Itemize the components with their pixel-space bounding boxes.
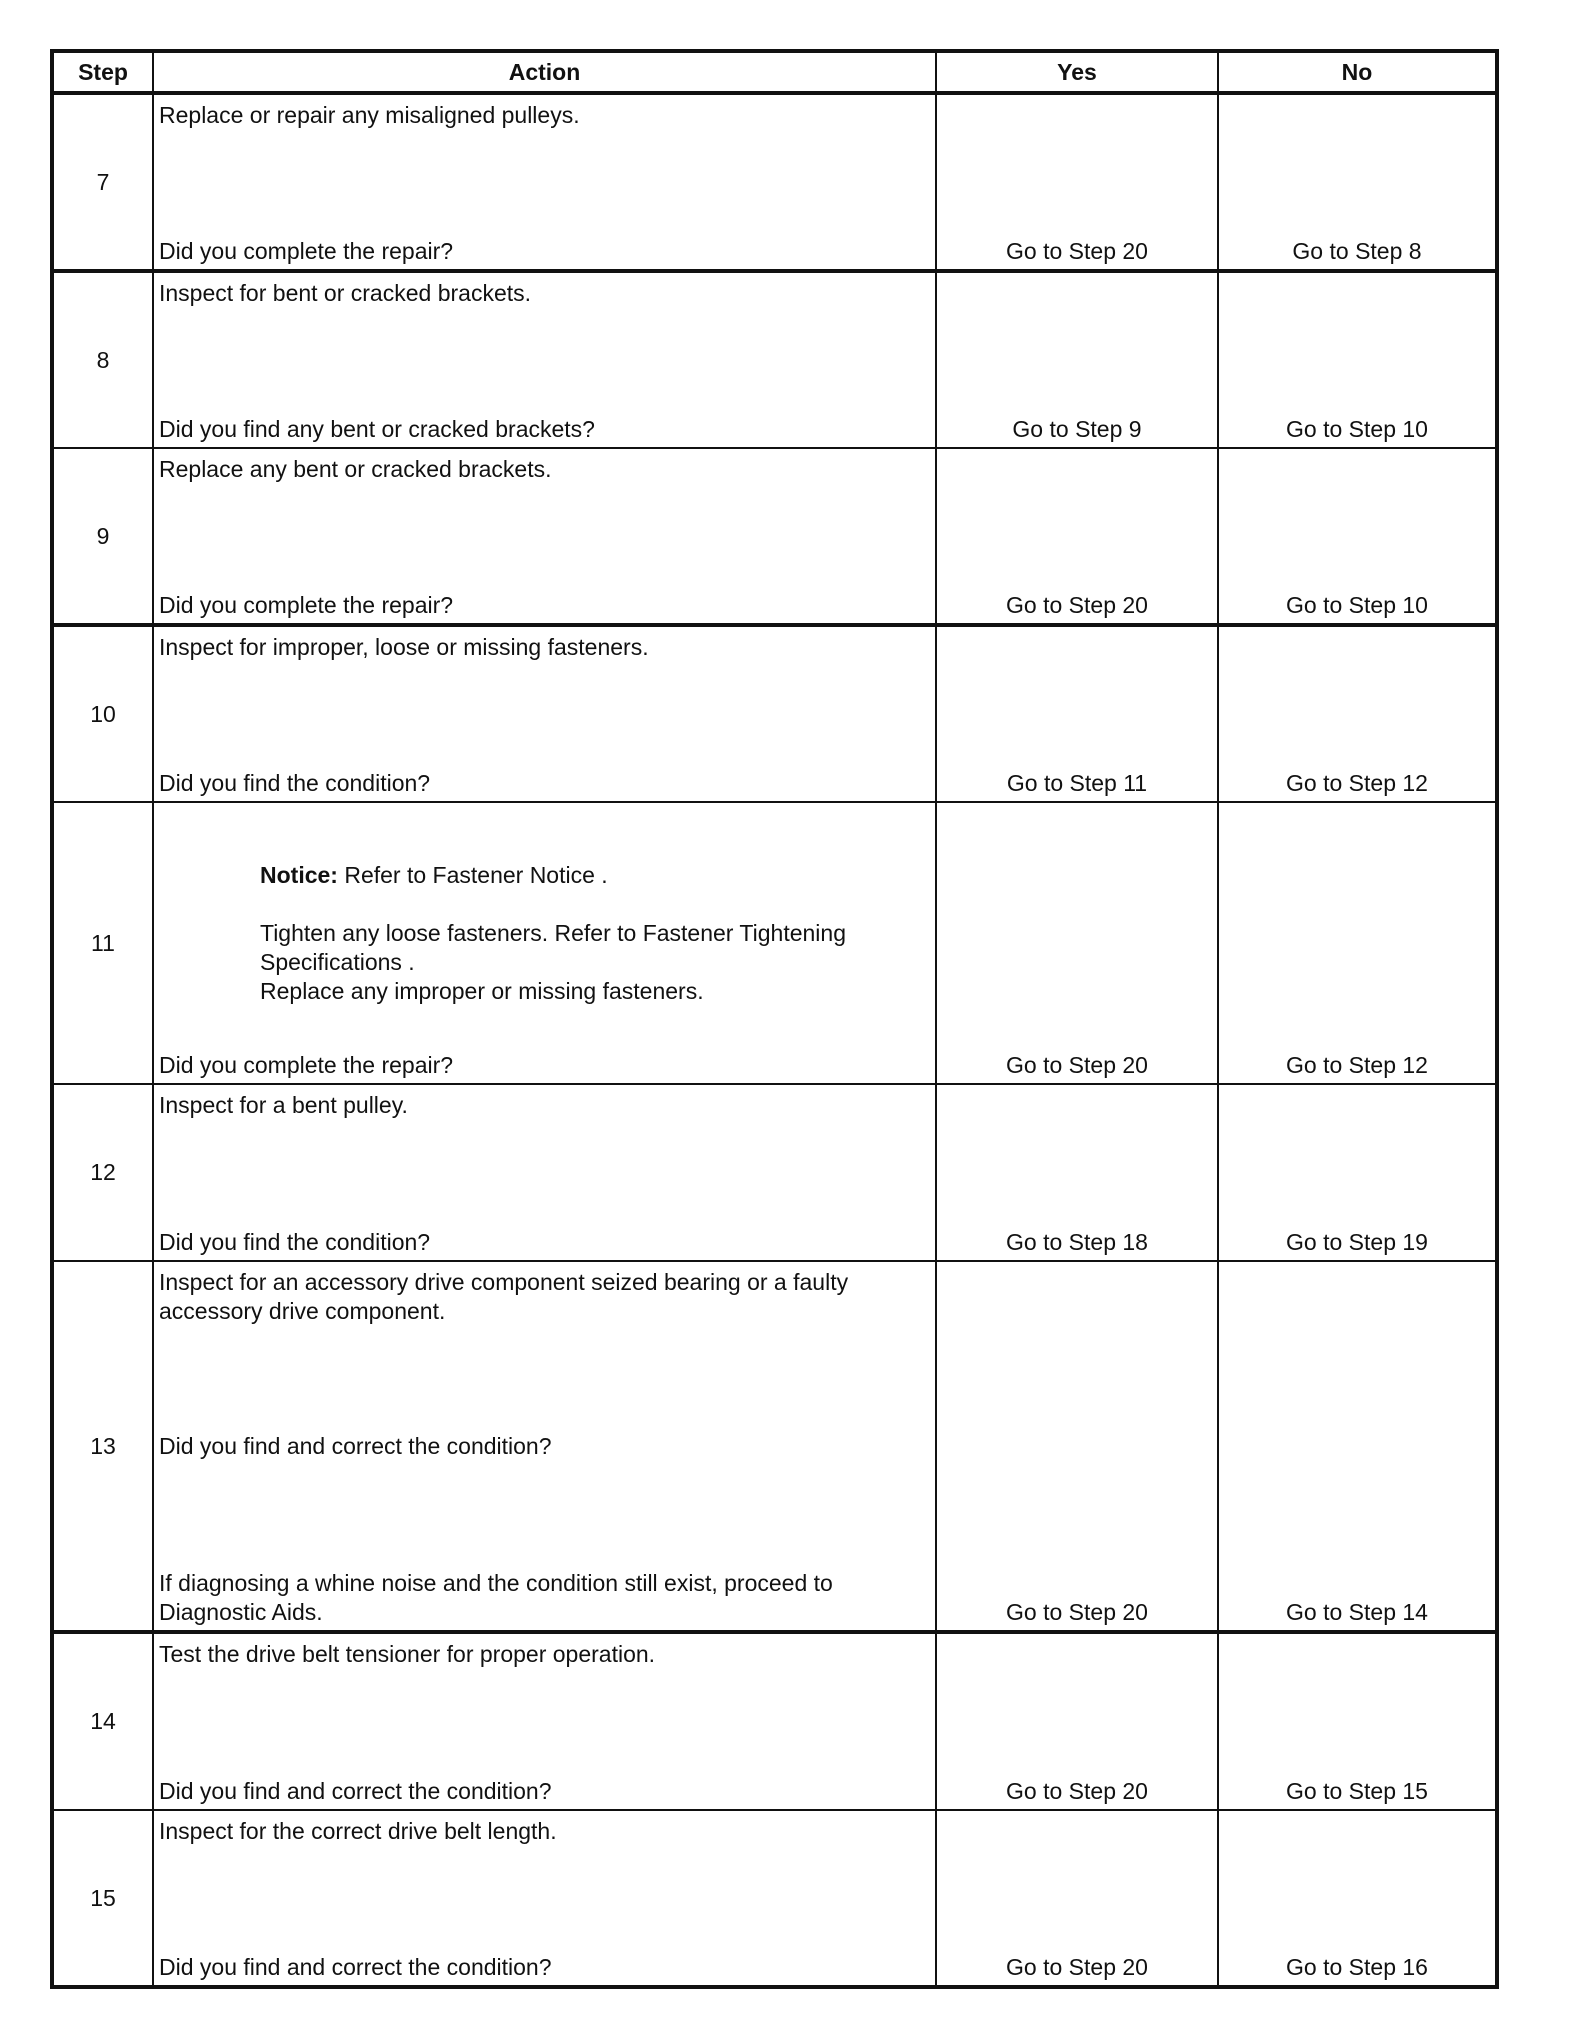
no-answer: Go to Step 12 — [1286, 770, 1428, 796]
yes-cell — [936, 271, 1218, 448]
action-cell — [153, 448, 936, 625]
question-text: Did you find and correct the condition? — [159, 1778, 552, 1804]
no-answer: Go to Step 14 — [1286, 1599, 1428, 1625]
yes-answer: Go to Step 18 — [1006, 1229, 1148, 1255]
no-answer: Go to Step 19 — [1286, 1229, 1428, 1255]
step-number: 10 — [52, 625, 153, 802]
step-number: 8 — [52, 271, 153, 448]
no-answer: Go to Step 16 — [1286, 1954, 1428, 1980]
table-row — [52, 271, 1497, 448]
action-cell — [153, 625, 936, 802]
question-text: Did you find any bent or cracked brackets? — [159, 416, 595, 442]
yes-answer: Go to Step 9 — [1012, 416, 1142, 442]
notice-line — [260, 861, 923, 890]
action-cell — [153, 1632, 936, 1810]
no-cell — [1218, 271, 1497, 448]
step-number: 11 — [52, 802, 153, 1084]
yes-cell — [936, 1632, 1218, 1810]
table-row — [52, 1632, 1497, 1810]
no-answer: Go to Step 8 — [1292, 238, 1422, 264]
yes-cell — [936, 625, 1218, 802]
step-number: 12 — [52, 1084, 153, 1261]
action-text: Test the drive belt tensioner for proper operation. — [159, 1641, 656, 1667]
action-cell — [153, 93, 936, 271]
table-row — [52, 448, 1497, 625]
action-text: Inspect for an accessory drive component seized bearing or a faulty accessory drive component. — [159, 1269, 849, 1324]
action-text: Replace any improper or missing fasteners. — [260, 978, 704, 1004]
step-number: 13 — [52, 1261, 153, 1632]
yes-answer: Go to Step 20 — [1006, 1954, 1148, 1980]
no-answer: Go to Step 12 — [1286, 1052, 1428, 1078]
action-text: Inspect for the correct drive belt length. — [159, 1818, 557, 1844]
yes-answer: Go to Step 20 — [1006, 1778, 1148, 1804]
step-number: 9 — [52, 448, 153, 625]
no-cell — [1218, 93, 1497, 271]
table-row — [52, 802, 1497, 1084]
yes-cell — [936, 1261, 1218, 1632]
no-cell — [1218, 802, 1497, 1084]
step-column-header: Step — [52, 51, 153, 93]
action-text: Replace any bent or cracked brackets. — [159, 456, 552, 482]
action-cell — [153, 271, 936, 448]
table-row — [52, 1261, 1497, 1632]
action-cell — [153, 1084, 936, 1261]
question-text: Did you complete the repair? — [159, 592, 454, 618]
yes-answer: Go to Step 20 — [1006, 1052, 1148, 1078]
yes-answer: Go to Step 20 — [1006, 592, 1148, 618]
yes-answer: Go to Step 20 — [1006, 238, 1148, 264]
header-row — [52, 51, 1497, 93]
yes-cell — [936, 1810, 1218, 1987]
action-text: Tighten any loose fasteners. Refer to Fastener Tightening Specifications . — [260, 920, 846, 975]
no-cell — [1218, 1810, 1497, 1987]
action-column-header: Action — [153, 51, 936, 93]
step-number: 7 — [52, 93, 153, 271]
yes-cell — [936, 93, 1218, 271]
step-number: 15 — [52, 1810, 153, 1987]
action-cell — [153, 802, 936, 1084]
question-text: Did you complete the repair? — [159, 1052, 454, 1078]
question-text: Did you find the condition? — [159, 1229, 431, 1255]
yes-cell — [936, 1084, 1218, 1261]
no-cell — [1218, 625, 1497, 802]
yes-answer: Go to Step 11 — [1006, 770, 1148, 796]
no-cell — [1218, 1632, 1497, 1810]
no-column-header: No — [1218, 51, 1497, 93]
followup-text: If diagnosing a whine noise and the condition still exist, proceed to Diagnostic Aids. — [159, 1570, 833, 1625]
action-text: Replace or repair any misaligned pulleys. — [159, 102, 580, 128]
notice-text: Refer to Fastener Notice . — [337, 862, 608, 888]
action-cell — [153, 1261, 936, 1632]
yes-column-header: Yes — [936, 51, 1218, 93]
table-row — [52, 1084, 1497, 1261]
question-text: Did you find the condition? — [159, 770, 431, 796]
no-cell — [1218, 448, 1497, 625]
yes-cell — [936, 802, 1218, 1084]
action-text: Inspect for a bent pulley. — [159, 1092, 408, 1118]
question-text: Did you find and correct the condition? — [159, 1433, 552, 1459]
no-answer: Go to Step 15 — [1286, 1778, 1428, 1804]
table-row — [52, 93, 1497, 271]
action-text: Inspect for improper, loose or missing fasteners. — [159, 634, 649, 660]
question-text: Did you complete the repair? — [159, 238, 454, 264]
question-text: Did you find and correct the condition? — [159, 1954, 552, 1980]
notice-label: Notice: — [260, 862, 338, 888]
action-cell — [153, 1810, 936, 1987]
step-number: 14 — [52, 1632, 153, 1810]
table-row — [52, 1810, 1497, 1987]
no-answer: Go to Step 10 — [1286, 416, 1428, 442]
yes-cell — [936, 448, 1218, 625]
table-row — [52, 625, 1497, 802]
notice-block — [260, 861, 923, 1006]
diagnostic-table — [50, 49, 1499, 1989]
no-cell — [1218, 1084, 1497, 1261]
no-cell — [1218, 1261, 1497, 1632]
no-answer: Go to Step 10 — [1286, 592, 1428, 618]
action-text: Inspect for bent or cracked brackets. — [159, 280, 532, 306]
yes-answer: Go to Step 20 — [1006, 1599, 1148, 1625]
